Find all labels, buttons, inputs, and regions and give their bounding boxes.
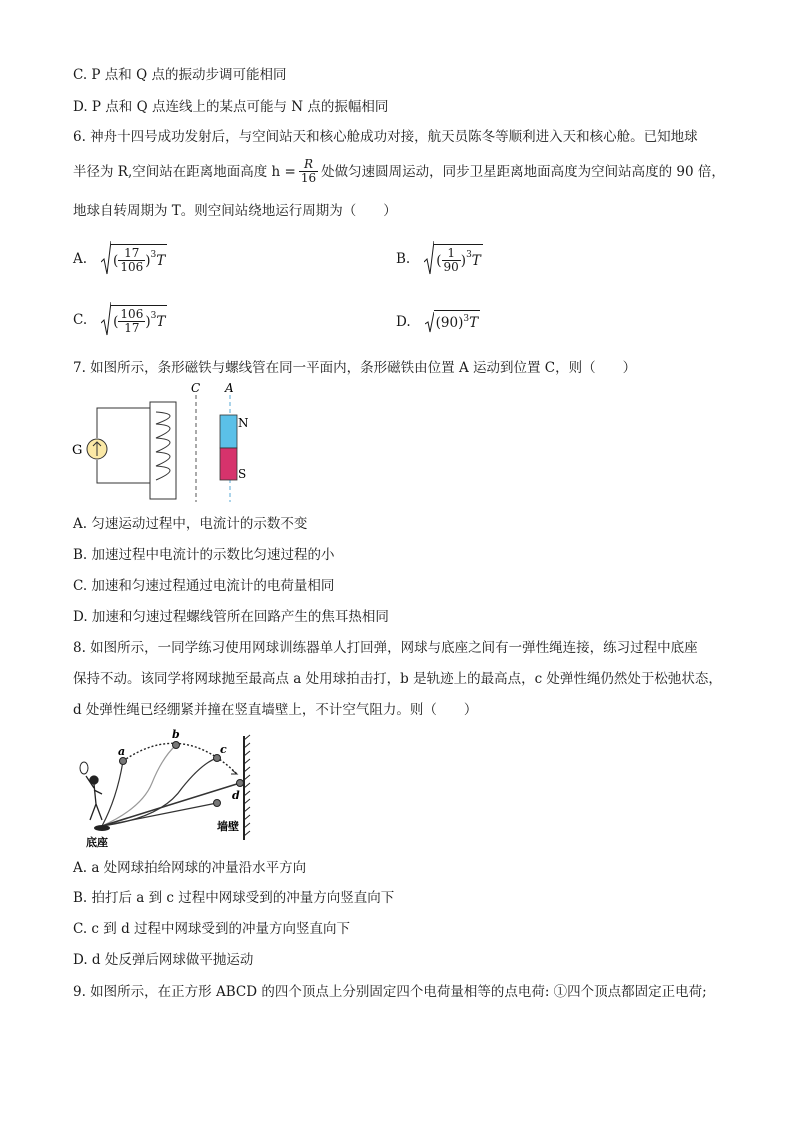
point-b-label: b xyxy=(172,728,180,741)
q7-stem: 7. 如图所示，条形磁铁与螺线管在同一平面内，条形磁铁由位置 A 运动到位置 C，则（ ） xyxy=(73,360,637,376)
position-a-label: A xyxy=(225,381,234,395)
q6-option-d-inner: (90) xyxy=(435,315,464,331)
q6-option-b xyxy=(396,240,483,278)
ball-d-icon xyxy=(237,780,244,787)
point-c-label: c xyxy=(220,743,227,756)
q6-fraction-denominator: 16 xyxy=(300,171,317,185)
q8-stem-line2: 保持不动。该同学将网球抛至最高点 a 处用球拍击打，b 是轨迹上的最高点，c 处弹性绳仍然处于松弛状态， xyxy=(73,671,722,687)
q8-option-d: D. d 处反弹后网球做平抛运动 xyxy=(73,952,254,968)
q7-figure xyxy=(70,380,270,505)
base-icon xyxy=(94,825,110,831)
rope-rebound xyxy=(102,803,217,826)
q6-option-c-label: C. xyxy=(73,312,88,328)
base-label: 底座 xyxy=(86,836,108,849)
sqrt-sign-icon xyxy=(101,301,111,339)
q7-option-c: C. 加速和匀速过程通过电流计的电荷量相同 xyxy=(73,578,335,594)
q6-stem-line2a: 半径为 R,空间站在距离地面高度 h = xyxy=(73,163,296,180)
q8-option-c: C. c 到 d 过程中网球受到的冲量方向竖直向下 xyxy=(73,921,351,937)
q6-option-c-den: 17 xyxy=(124,321,140,335)
q6-option-b-var: T xyxy=(471,252,481,269)
q6-fraction-numerator: R xyxy=(299,158,318,172)
circuit-wire-bottom xyxy=(97,460,150,483)
q6-option-a xyxy=(73,240,167,278)
sqrt-sign-icon xyxy=(425,311,434,333)
q8-stem-line3: d 处弹性绳已经绷紧并撞在竖直墙壁上，不计空气阻力。则（ ） xyxy=(73,702,478,718)
q7-option-a: A. 匀速运动过程中，电流计的示数不变 xyxy=(73,516,308,532)
q6-option-c-sqrt: ( $\frac{106}{17}$ ) $^3$ T xyxy=(101,301,167,339)
q6-option-c-exp: 3 xyxy=(150,310,157,321)
galvanometer-label: G xyxy=(72,443,83,458)
position-c-label: C xyxy=(191,381,201,395)
magnet-north-label: N xyxy=(238,416,249,430)
q6-height-fraction xyxy=(299,158,318,185)
wall-label: 墙壁 xyxy=(217,820,239,833)
q8-figure xyxy=(72,728,257,852)
q6-option-d xyxy=(396,310,480,333)
q6-option-d-label: D. xyxy=(396,313,411,330)
q7-option-d: D. 加速和匀速过程螺线管所在回路产生的焦耳热相同 xyxy=(73,609,389,625)
sqrt-sign-icon xyxy=(424,240,434,278)
q8-option-a: A. a 处网球拍给网球的冲量沿水平方向 xyxy=(73,860,307,876)
magnet-north-pole xyxy=(220,415,237,448)
solenoid-core xyxy=(150,402,176,499)
ball-a-icon xyxy=(120,758,127,765)
q6-stem-line1: 6. 神舟十四号成功发射后，与空间站天和核心舱成功对接，航天员陈冬等顺利进入天和核心舱。已知地球 xyxy=(73,129,698,145)
q6-option-b-num: 1 xyxy=(442,247,461,261)
q8-stem-line1: 8. 如图所示，一同学练习使用网球训练器单人打回弹，网球与底座之间有一弹性绳连接，练习过程中底座 xyxy=(73,640,698,656)
player-icon xyxy=(80,762,102,820)
ball-b-icon xyxy=(173,742,180,749)
ball-rebound-icon xyxy=(214,800,221,807)
q6-option-a-num: 17 xyxy=(118,247,145,261)
q5-option-d: D. P 点和 Q 点连线上的某点可能与 N 点的振幅相同 xyxy=(73,99,389,115)
point-d-label: d xyxy=(232,789,240,802)
q6-option-b-sqrt: ( $\frac{1}{90}$ ) $^3$ T xyxy=(424,240,483,278)
q8-option-b: B. 拍打后 a 到 c 过程中网球受到的冲量方向竖直向下 xyxy=(73,890,395,906)
q6-option-a-sqrt: ( $\frac{17}{106}$ ) $^3$ T xyxy=(101,240,167,278)
trajectory-arrow-icon xyxy=(231,770,237,774)
q6-stem-line2 xyxy=(73,158,725,185)
magnet-south-label: S xyxy=(238,467,247,481)
q6-option-d-var: T xyxy=(469,315,479,331)
q6-option-a-label: A. xyxy=(73,251,88,267)
point-a-label: a xyxy=(118,745,126,758)
q7-option-b: B. 加速过程中电流计的示数比匀速过程的小 xyxy=(73,547,335,563)
q5-option-c: C. P 点和 Q 点的振动步调可能相同 xyxy=(73,67,287,83)
magnet-south-pole xyxy=(220,448,237,480)
q9-stem-line1: 9. 如图所示，在正方形 ABCD 的四个顶点上分别固定四个电荷量相等的点电荷: ①四个顶点都固定正电荷; xyxy=(73,984,707,1000)
q6-option-d-sqrt xyxy=(425,310,480,333)
q6-option-c-var: T xyxy=(156,313,166,330)
q6-option-d-exp: 3 xyxy=(463,314,470,324)
circuit-wire-top xyxy=(97,408,150,438)
q6-option-b-exp: 3 xyxy=(466,249,472,260)
q6-option-a-var: T xyxy=(156,252,166,269)
q6-option-c-num: 106 xyxy=(120,307,144,321)
q6-stem-line3: 地球自转周期为 T。则空间站绕地运行周期为（ ） xyxy=(73,203,397,219)
q6-option-a-exp: 3 xyxy=(150,249,157,260)
q6-option-a-den: 106 xyxy=(120,260,144,274)
q6-stem-line2b: 处做匀速圆周运动，同步卫星距离地面高度为空间站高度的 90 倍， xyxy=(321,163,725,180)
q6-option-b-den: 90 xyxy=(443,260,459,274)
q6-option-b-label: B. xyxy=(396,251,411,267)
q6-option-c xyxy=(73,301,167,339)
sqrt-sign-icon xyxy=(101,240,111,278)
